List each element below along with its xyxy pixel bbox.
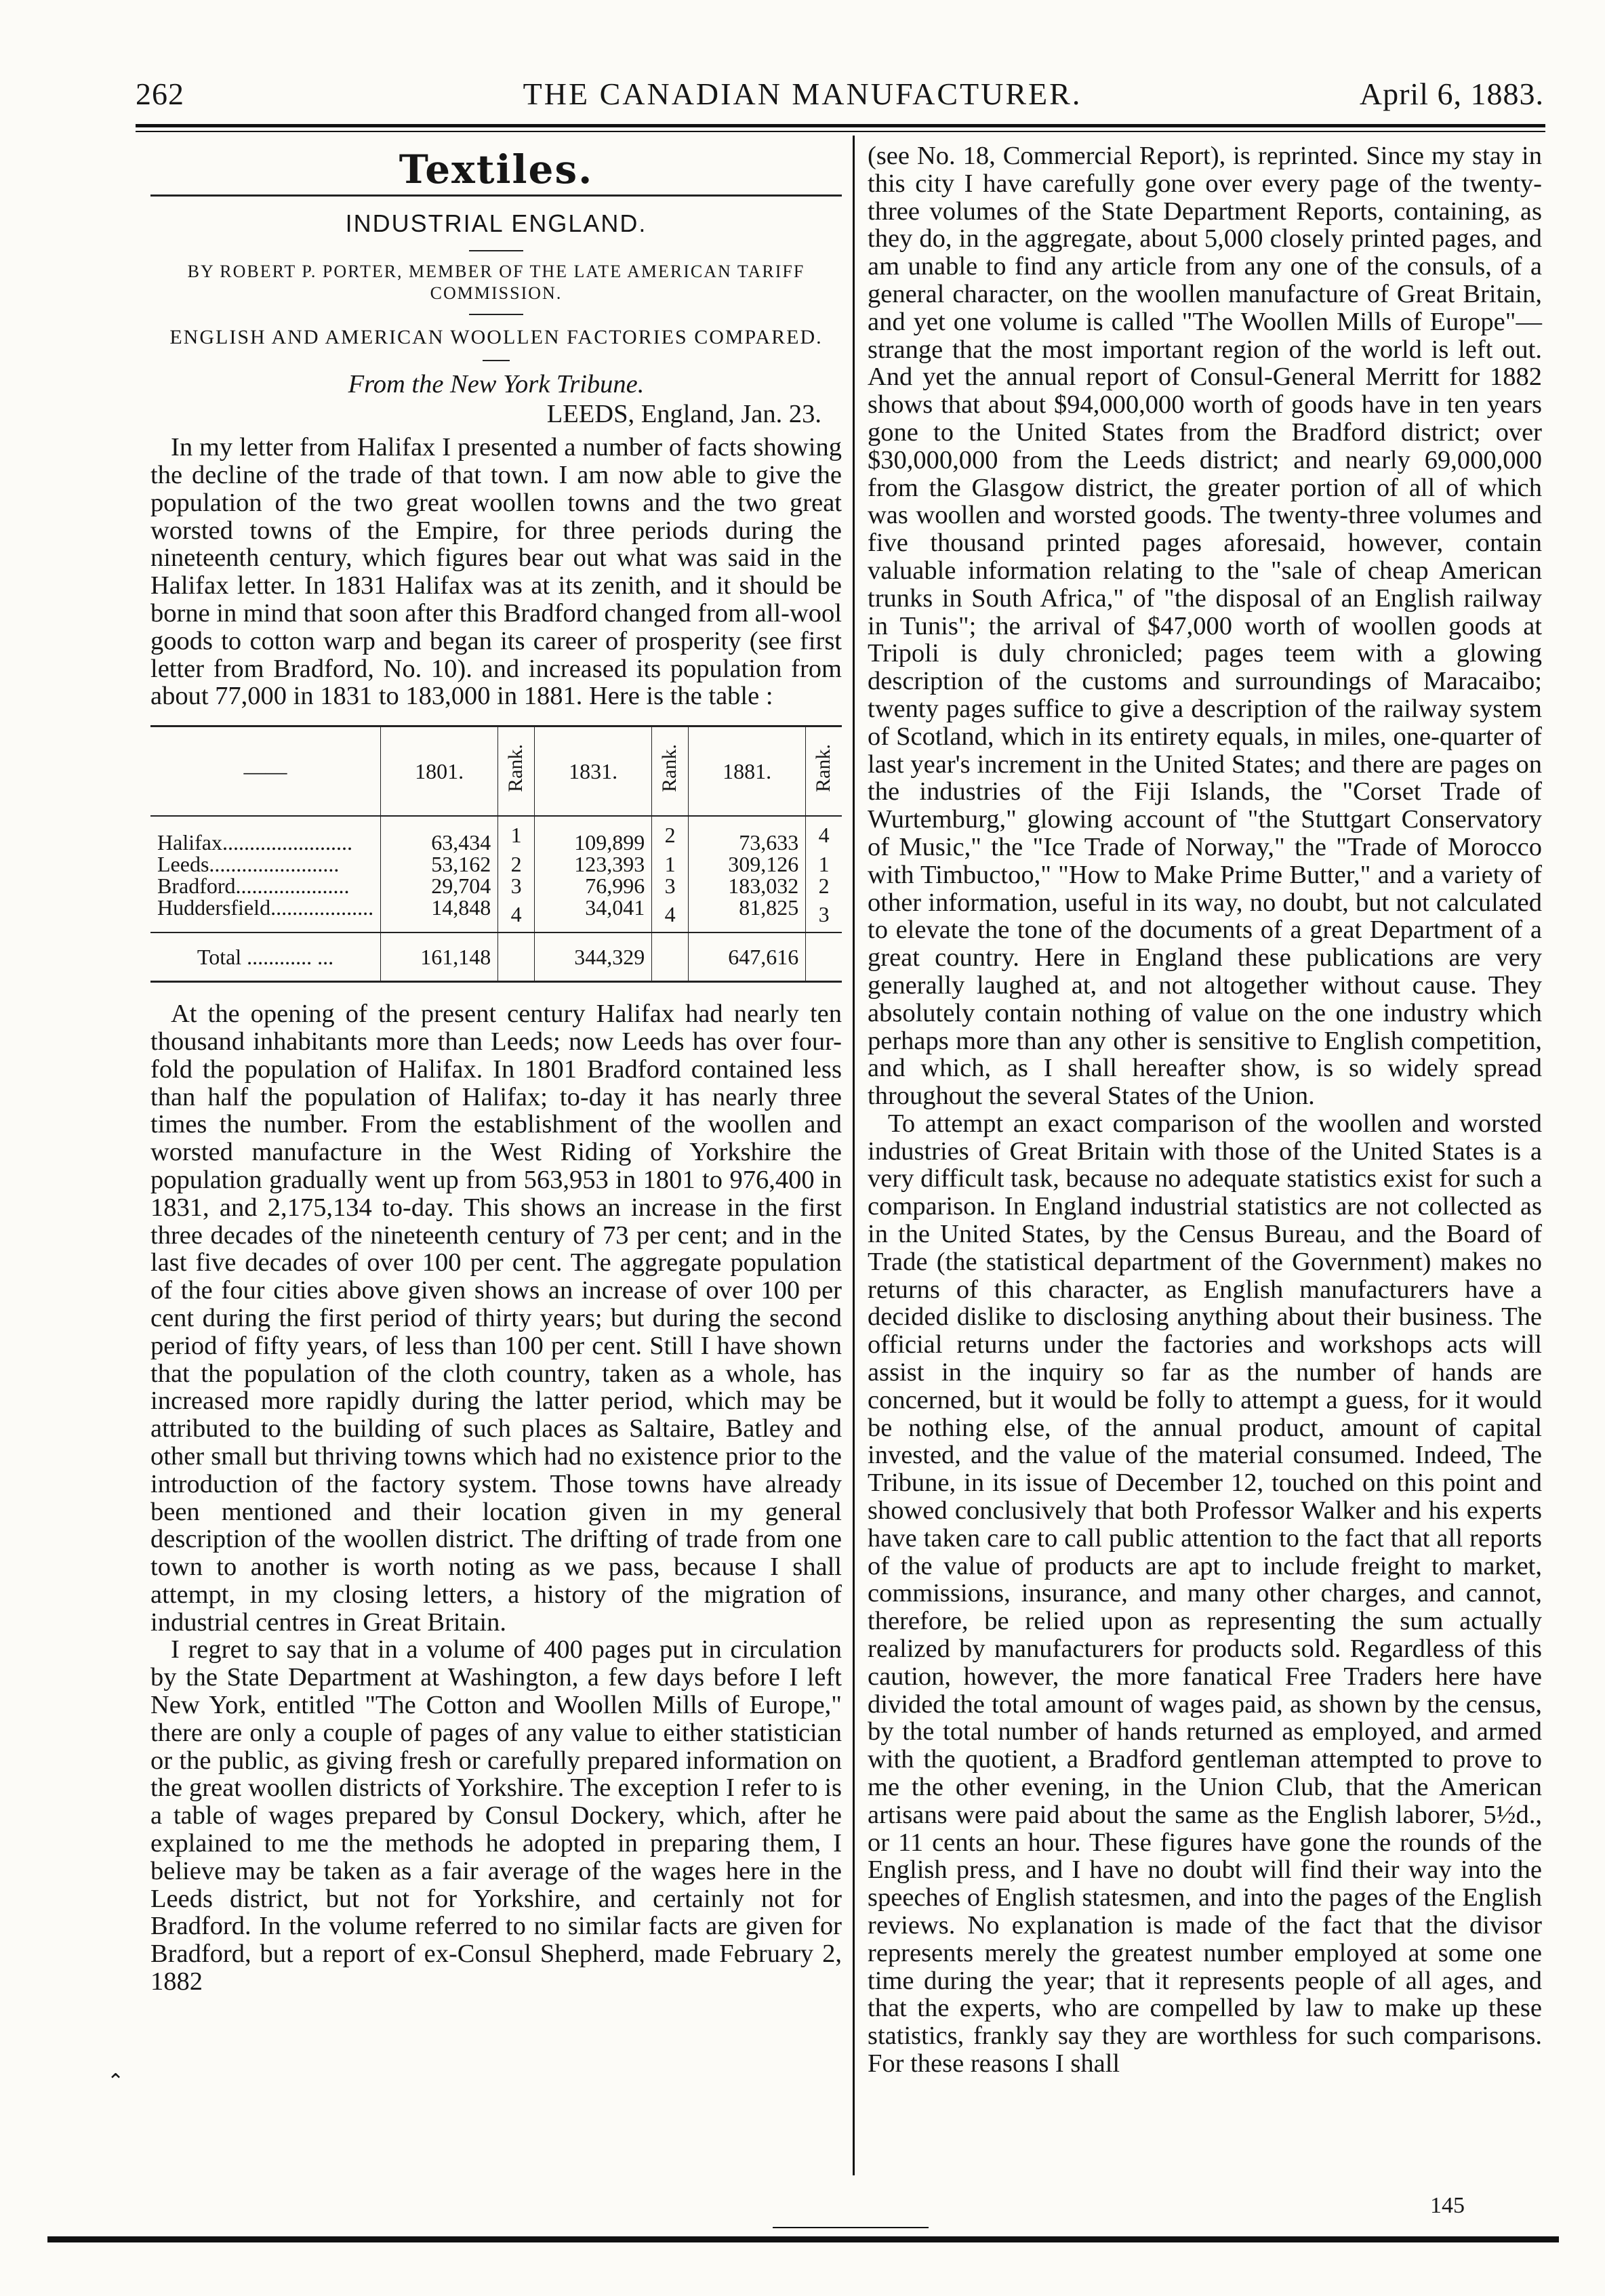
population-1831: 123,393 (535, 853, 652, 875)
population-1831: 76,996 (535, 875, 652, 897)
right-column (868, 142, 1542, 2078)
population-1881: 81,825 (689, 897, 806, 932)
paragraph: To attempt an exact comparison of the woollen and worsted industries of Great Britain with those of the United States is a very difficult task, because no adequate statistics exist for such a comparison. In England industrial statistics are not collected as in the United States, by the Census Bureau, and the Board of Trade (the statistical department of the Government) makes no returns of this character, as English manufacturers have a decided dislike to disclosing anything about their business. The official returns under the factories and workshops acts will assist in the inquiry so far as the number of hands are concerned, but it would be folly to attempt a guess, for it would be nothing else, of the annual product, amount of capital invested, and the value of the material consumed. Indeed, The Tribune, in its issue of December 12, touched on this point and showed conclusively that both Professor Walker and his experts have taken care to call public attention to the fact that all reports of the value of products are apt to include freight to market, commissions, insurance, and many other charges, and cannot, therefore, be relied upon as representing the sum actually realized by manufacturers for products sold. Regardless of this caution, however, the more fanatical Free Traders here have divided the total amount of wages paid, as shown by the census, by the total number of hands returned as employed, and armed with the quotient, a Bradford gentleman attempted to prove to me the other evening, in the Union Club, that the American artisans were paid about the same as the English laborer, 5½d., or 11 cents an hour. These figures have gone the rounds of the English press, and I have no doubt will find their way into the speeches of English statesmen, and into the pages of the English reviews. No explanation is made of the fact that the divisor represents merely the greatest number employed at some one time during the year; that it represents people of all ages, and that the experts, who are compelled by law to make up these statistics, frankly say they are worthless for such comparisons. For these reasons I shall (868, 1109, 1542, 2078)
blank-cell (498, 932, 535, 982)
table-row (150, 897, 842, 932)
blank-cell (652, 932, 689, 982)
page-number: 262 (136, 77, 184, 111)
section-rule (150, 194, 842, 197)
total-1831: 344,329 (535, 932, 652, 982)
population-1831: 109,899 (535, 816, 652, 853)
rank-1881: 1 (818, 852, 830, 877)
paragraph: At the opening of the present century Halifax had nearly ten thousand inhabitants more than Leeds; now Leeds has over four-fold the population of Halifax. In 1801 Bradford contained less than half the population of Halifax; to-day it has nearly three times the number. From the establishment of the woollen and worsted manufacture in the West Riding of Yorkshire the population gradually went up from 563,953 in 1801 to 976,400 in 1831, and 2,175,134 to-day. This shows an increase in the first three decades of the nineteenth century of 73 per cent; and in the last five decades of over 100 per cent. The aggregate population of the four cities above given shows an increase of over 100 per cent during the first period of thirty years; but during the second period of fifty years, of less than 100 per cent. Still I have shown that the population of the cloth country, taken as a whole, has increased more rapidly during the latter period, which may be attributed to the building of such places as Saltaire, Batley and other small but thriving towns which had no existence prior to the introduction of the factory system. Those towns have already been mentioned and their location given in my general description of the woollen district. The drifting of trade from one town to another is worth noting as we pass, because I shall attempt, in my closing letters, a history of the migration of industrial centres in Great Britain. (150, 1000, 842, 1637)
population-1881: 73,633 (689, 816, 806, 853)
article-title: INDUSTRIAL ENGLAND. (345, 209, 647, 237)
rank-1881: 2 (818, 874, 830, 899)
short-rule (483, 360, 510, 361)
paragraph: In my letter from Halifax I presented a number of facts showing the decline of the trade of that town. I am now able to give the population of the two great woollen towns and the two great worsted towns of the Empire, for three periods during the nineteenth century, which figures bear out what was said in the Halifax letter. In 1831 Halifax was at its zenith, and it should be borne in mind that soon after this Bradford changed from all-wool goods to cotton warp and began its career of prosperity (see first letter from Bradford, No. 10). and increased its population from about 77,000 in 1831 to 183,000 in 1881. Here is the table : (150, 433, 842, 711)
left-column (150, 142, 842, 1996)
table-header-blank: —— (150, 726, 381, 817)
population-1881: 309,126 (689, 853, 806, 875)
town-name: Bradford..................... (150, 875, 381, 897)
total-1881: 647,616 (689, 932, 806, 982)
short-rule (469, 314, 523, 315)
byline: BY ROBERT P. PORTER, MEMBER OF THE LATE AMERICAN TARIFF COMMISSION. (187, 261, 805, 303)
header-rule-thin (136, 131, 1545, 132)
footer-rule (47, 2236, 1559, 2242)
paragraph: I regret to say that in a volume of 400 pages put in circulation by the State Department at Washington, a few days before I left New York, entitled "The Cotton and Woollen Mills of Europe," there are only a couple of pages of any value to either statistician or the public, as giving fresh or carefully prepared information on the great woollen districts of Yorkshire. The exception I refer to is a table of wages prepared by Consul Dockery, which, after he explained to me the methods he adopted in preparing them, I believe may be taken as a fair average of the wages here in the Leeds district, but not for Yorkshire, and certainly not for Bradford. In the volume referred to no similar facts are given for Bradford, but a report of ex-Consul Shepherd, made February 2, 1882 (150, 1635, 842, 1996)
rank-1831: 3 (652, 875, 689, 897)
table-header-year: 1881. (689, 726, 806, 817)
rank-1801: 1 (498, 816, 535, 853)
paragraph: (see No. 18, Commercial Report), is reprinted. Since my stay in this city I have carefully gone over every page of the twenty-three volumes of the State Department Reports, containing, as they do, in the aggregate, about 5,000 closely printed pages, and am unable to find any article from any one of the consuls, of a general character, on the woollen manufacture of Great Britain, and yet one volume is called "The Woollen Mills of Europe"—strange that the most important region of the world is left out. And yet the annual report of Consul-General Merritt for 1882 shows that about $94,000,000 worth of goods have in ten years gone to the United States from the Bradford district; over $30,000,000 from the Leeds district; and nearly 69,000,000 from the Glasgow district, the greater portion of all of which was woollen and worsted goods. The twenty-three volumes and five thousand printed pages aforesaid, however, contain valuable information relating to the "sale of cheap American trunks in South Africa," of "the disposal of an English railway in Tunis"; the arrival of $47,000 worth of woollen goods at Tripoli is duly chronicled; pages teem with a glowing description of the customs and surroundings of Maracaibo; twenty pages suffice to give a description of the railway system of Scotland, which in its entirety equals, in miles, one-quarter of last year's increment in the United States; and there are pages on the industries of the Fiji Islands, the "Corset Trade of Wurtemburg," glowing account of "the Stuttgart Conservatory of Music," the "Ice Trade of Norway," the "Trade of Morocco with Timbuctoo," "How to Make Prime Butter," and a variety of other information, useful in its way, no doubt, but not calculated to elevate the tone of the documents of a great Department of a great country. Here in England these publications are very generally laughed at, and not altogether without cause. They absolutely contain nothing of value on the one industry which perhaps more than any other is sensitive to English competition, and which, as I shall hereafter show, is so widely spread throughout the several States of the Union. (868, 142, 1542, 1111)
table-header-year: 1801. (381, 726, 498, 817)
total-1801: 161,148 (381, 932, 498, 982)
rank-1831: 2 (652, 816, 689, 853)
town-name: Huddersfield................... (150, 897, 381, 932)
section-title: Textiles. (399, 146, 594, 192)
issue-date: April 6, 1883. (1359, 77, 1544, 111)
article-subtitle: ENGLISH AND AMERICAN WOOLLEN FACTORIES COMPARED. (169, 325, 823, 348)
table-header-rank: Rank. (652, 726, 689, 817)
column-divider (853, 136, 855, 2175)
table-total-row (150, 932, 842, 982)
total-label: Total ............ ... (150, 932, 381, 982)
table-header-row (150, 726, 842, 817)
rank-1801: 4 (498, 897, 535, 932)
margin-mark: ⌃ (107, 2070, 125, 2093)
rank-1881: 3 (818, 902, 830, 927)
table-header-year: 1831. (535, 726, 652, 817)
table-row (150, 853, 842, 875)
population-table (150, 725, 842, 983)
population-1801: 53,162 (381, 853, 498, 875)
population-1831: 34,041 (535, 897, 652, 932)
publication-title: THE CANADIAN MANUFACTURER. (523, 77, 1082, 111)
population-1881: 183,032 (689, 875, 806, 897)
header-rule (136, 124, 1545, 127)
table-row (150, 875, 842, 897)
table-row (150, 816, 842, 853)
table-header-rank: Rank. (498, 726, 535, 817)
town-name: Halifax........................ (150, 816, 381, 853)
rank-1801: 2 (498, 853, 535, 875)
rank-1831: 1 (652, 853, 689, 875)
population-1801: 14,848 (381, 897, 498, 932)
footer-rule-thin (773, 2227, 929, 2228)
rank-1881: 4 (818, 823, 830, 848)
population-1801: 63,434 (381, 816, 498, 853)
table-header-rank: Rank. (806, 726, 842, 817)
short-rule (469, 250, 523, 251)
folio-number: 145 (1430, 2193, 1465, 2218)
blank-cell (806, 932, 842, 982)
rank-1801: 3 (498, 875, 535, 897)
rank-1831: 4 (652, 897, 689, 932)
source-line: From the New York Tribune. (348, 369, 645, 398)
dateline: LEEDS, England, Jan. 23. (546, 400, 821, 429)
town-name: Leeds........................ (150, 853, 381, 875)
population-1801: 29,704 (381, 875, 498, 897)
